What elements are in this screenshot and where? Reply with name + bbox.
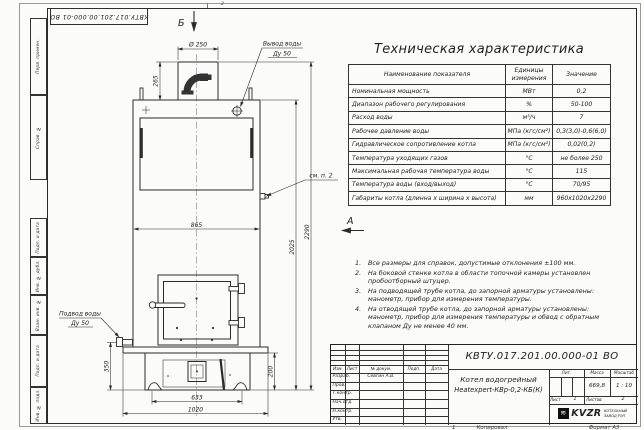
tb-product-name-1: Котел водогрейный	[460, 375, 537, 384]
company-name: КОТЕЛЬНЫЙ ЗАВОД РЭП	[603, 409, 628, 418]
note-number: 3.	[355, 286, 362, 295]
spec-row	[349, 111, 611, 124]
spec-row	[349, 85, 611, 98]
margin-cell-perv-primen: Перв. примен.	[30, 18, 47, 95]
spec-cell: Габариты котла (длинна х ширина х высота)	[349, 192, 506, 205]
tb-row-prov: Пров.	[332, 382, 346, 388]
footer-format: Формат А3	[588, 424, 620, 430]
spec-cell: Температура воды (вход/выход)	[349, 178, 506, 191]
tb-sheets-value: 2	[621, 397, 625, 402]
spec-table	[348, 64, 611, 206]
spec-cell: мм	[506, 192, 553, 205]
tb-sheet-label: Лист	[550, 397, 561, 402]
outlet-label: Вывод воды	[262, 40, 302, 48]
spec-cell: 960х1020х2290	[553, 192, 611, 205]
tb-mass-value: 669,8	[588, 383, 605, 389]
tb-scale-label: Масштаб	[614, 370, 634, 375]
tb-row-nkontr: Н.контр.	[332, 408, 353, 414]
note-text: На отводящей трубе котла, до запорной арматуры установлены: манометр, прибор для измерения температуры и обвод с обратным клапаном Ду не менее 40 мм.	[368, 305, 600, 330]
spec-cell: Расход воды	[349, 111, 506, 124]
view-a-label: А	[347, 216, 354, 227]
spec-cell: Температура уходящих газов	[349, 151, 506, 164]
spec-cell: %	[506, 98, 553, 111]
spec-cell: °С	[506, 165, 553, 178]
tb-row-nachotd: Нач.отд.	[332, 400, 353, 405]
spec-cell: 7	[553, 111, 611, 124]
margin-cell-sprav-no: Справ. №	[30, 95, 47, 180]
footer-copied: Копировал	[476, 424, 508, 430]
tb-doc-number: КВТУ.017.201.00.000-01 ВО	[465, 351, 619, 362]
spec-cell: 70/95	[553, 178, 611, 191]
spec-title: Техническая характеристика	[374, 42, 584, 57]
svg-text:865: 865	[190, 221, 203, 229]
tb-col-list: Лист	[346, 366, 358, 371]
notes-list	[353, 259, 610, 332]
note-number: 1.	[355, 259, 362, 267]
tb-mass-label: Масса	[590, 370, 604, 375]
tb-col-dokum: № докум.	[370, 366, 392, 371]
note-item	[353, 269, 610, 286]
spec-cell: Рабочее давление воды	[349, 125, 506, 138]
see-note-label: см. п. 2	[309, 172, 333, 180]
tb-logo-area	[549, 404, 636, 423]
svg-text:200: 200	[267, 365, 275, 378]
spec-row	[349, 178, 611, 191]
spec-row	[349, 98, 611, 111]
spec-row	[349, 151, 611, 164]
spec-cell: 115	[553, 165, 611, 178]
tb-lit-label: Лит.	[561, 370, 572, 375]
fold-mark-label: 1	[452, 424, 456, 430]
tb-row-razrab: Разраб.	[332, 374, 351, 379]
spec-cell: 0,02(0,2)	[553, 138, 611, 151]
tb-developer-name: Севгин А.В.	[367, 374, 395, 379]
top-doc-stamp	[50, 8, 148, 25]
svg-text:1020: 1020	[187, 406, 204, 414]
note-text: На боковой стенке котла в области топочной камеры установлен пробоотборный штуцер.	[368, 268, 591, 286]
view-b-label: Б	[178, 18, 185, 29]
note-number: 4.	[355, 305, 362, 314]
spec-cell: Максимальная рабочая температура воды	[349, 165, 506, 178]
spec-cell: МПа (кгс/см²)	[506, 138, 553, 151]
note-item	[353, 287, 610, 304]
margin-cell-vzam-inv: Взам. инв. №	[30, 295, 47, 335]
svg-text:Ду 50: Ду 50	[71, 319, 89, 327]
svg-text:350: 350	[103, 360, 111, 373]
margin-cell-podp-data-1: Подп. и дата	[30, 218, 47, 257]
tb-row-utv: Утв.	[332, 417, 342, 423]
svg-text:Ø 250: Ø 250	[188, 41, 208, 49]
tb-row-tkontr: Т.контр.	[332, 391, 353, 397]
spec-cell: Гидравлическое сопротивление котла	[349, 138, 506, 151]
svg-text:633: 633	[191, 394, 203, 402]
spec-row	[349, 138, 611, 151]
note-text: На подводящей трубе котла, до запорной арматуры установлены: манометр, прибор для измерения температуры.	[368, 286, 594, 304]
margin-cell-inv-podl: Инв. № подл.	[30, 387, 47, 424]
svg-text:265: 265	[152, 75, 160, 87]
spec-row	[349, 192, 611, 205]
kvzr-logo-icon: ≋	[558, 408, 569, 419]
spec-cell: МПа (кгс/см²)	[506, 125, 553, 138]
kvzr-logo-text: KVZR	[571, 408, 602, 419]
inlet-label: Подвод воды	[59, 310, 101, 318]
spec-header-units: Единицы измерения	[506, 65, 553, 85]
spec-cell: 0,3(3,0)-0,6(6,0)	[553, 125, 611, 138]
note-item	[353, 259, 610, 267]
tb-col-data: Дата	[431, 366, 442, 371]
spec-cell: МВт	[506, 85, 553, 98]
tb-col-izm: Изм.	[333, 366, 343, 371]
spec-cell: Номинальная мощность	[349, 85, 506, 98]
margin-cell-inv-dubl: Инв. № дубл.	[30, 257, 47, 295]
svg-text:2025: 2025	[289, 239, 296, 255]
tb-scale-value: 1 : 10	[615, 383, 633, 389]
margin-cell-podp-data-2: Подп. и дата	[30, 335, 47, 387]
spec-cell: 0,2	[553, 85, 611, 98]
note-text: Все размеры для справок, допустимые отклонения ±100 мм.	[368, 259, 576, 267]
tb-product-name-2: Heatexpert-КВр-0,2-КБ(К)	[454, 386, 543, 394]
title-block	[330, 344, 637, 424]
tb-sheet-value: 1	[573, 397, 577, 402]
spec-cell: м³/ч	[506, 111, 553, 124]
spec-row	[349, 165, 611, 178]
zone-mark: 2	[221, 2, 224, 7]
spec-cell: °С	[506, 178, 553, 191]
spec-cell: °С	[506, 151, 553, 164]
note-item	[353, 305, 610, 330]
spec-cell: не более 250	[553, 151, 611, 164]
spec-cell: 50-100	[553, 98, 611, 111]
tb-col-podp: Подп.	[407, 366, 421, 371]
spec-header-value: Значение	[553, 65, 611, 85]
svg-text:2290: 2290	[303, 224, 311, 240]
spec-header-name: Наименование показателя	[349, 65, 506, 85]
svg-text:Ду 50: Ду 50	[273, 50, 291, 58]
note-number: 2.	[355, 268, 362, 277]
spec-cell: Диапазон рабочего регулирования	[349, 98, 506, 111]
top-doc-stamp-text: КВТУ.017.201.00.000-01 ВО	[49, 13, 149, 20]
spec-table-body	[349, 85, 611, 206]
tb-sheets-label: Листов	[586, 397, 602, 402]
spec-row	[349, 125, 611, 138]
spec-section	[348, 42, 610, 206]
